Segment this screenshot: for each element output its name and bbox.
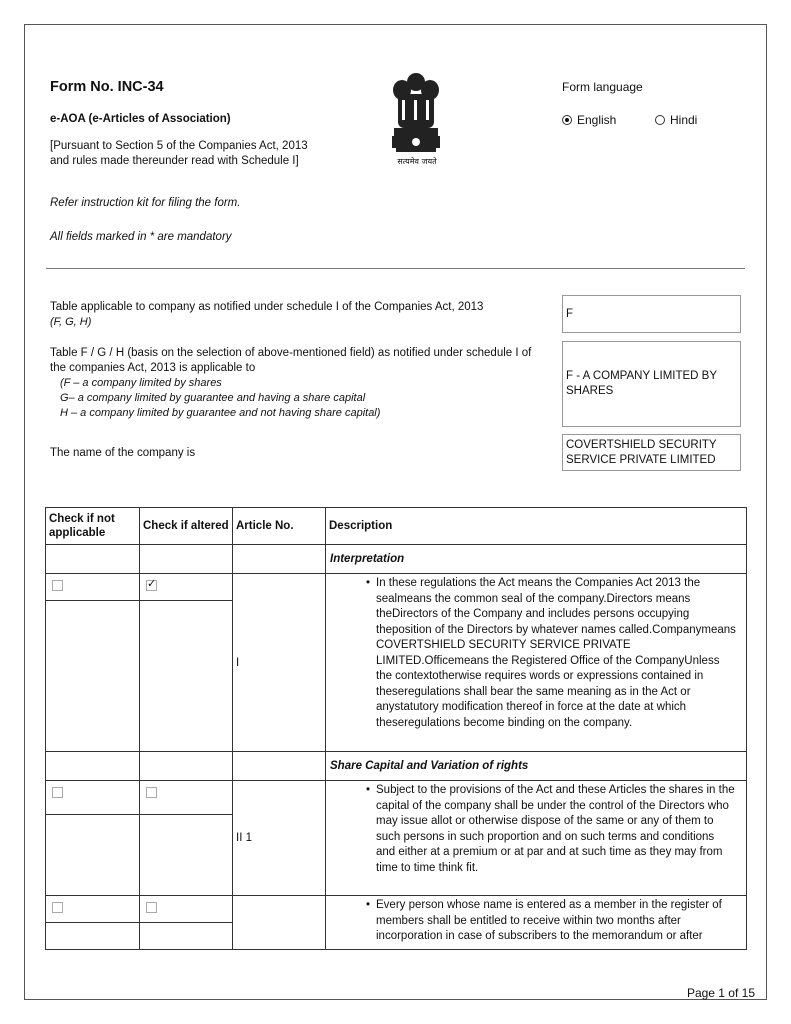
not-applicable-checkbox[interactable] [52,902,63,913]
instruction-note: Refer instruction kit for filing the form. [50,197,241,209]
table-applicable-label [50,300,550,330]
table-option-g: G– a company limited by guarantee and having a share capital [60,392,366,404]
header-article-no: Article No. [233,508,326,545]
altered-checkbox[interactable] [146,580,157,591]
table-option-h: H – a company limited by guarantee and not having share capital) [60,407,381,419]
section-row [46,545,747,574]
form-subtitle: e-AOA (e-Articles of Association) [50,113,231,125]
table-desc-line-1: Table F / G / H (basis on the selection of above-mentioned field) as notified under schedule I of [50,347,532,359]
table-description-label [50,346,560,421]
table-applicable-text: Table applicable to company as notified under schedule I of the Companies Act, 2013 [50,301,484,313]
emblem-motto: सत्यमेव जयते [397,157,437,166]
national-emblem-icon [388,70,444,165]
article-number: II 1 [233,781,326,896]
not-applicable-checkbox[interactable] [52,580,63,591]
bullet-icon: • [366,577,371,589]
table-header-row [46,508,747,545]
table-desc-line-2: the companies Act, 2013 is applicable to [50,362,256,374]
altered-checkbox[interactable] [146,902,157,913]
section-title-share-capital: Share Capital and Variation of rights [326,752,747,781]
table-row [46,896,747,950]
pursuant-line-2: and rules made thereunder read with Schedule I] [50,155,299,167]
header-not-applicable: Check if not applicable [46,508,140,545]
language-radio-hindi[interactable] [655,113,697,127]
radio-label-hindi: Hindi [670,113,698,127]
radio-unselected-icon[interactable] [655,115,665,125]
section-title-interpretation: Interpretation [326,545,747,574]
table-row [46,781,747,896]
form-language-label: Form language [562,80,643,94]
articles-table [45,507,747,950]
bullet-icon: • [366,784,371,796]
not-applicable-checkbox[interactable] [52,787,63,798]
mandatory-note: All fields marked in * are mandatory [50,231,232,243]
divider [46,268,745,269]
radio-label-english: English [577,113,617,127]
article-description: Subject to the provisions of the Act and these Articles the shares in the capital of the company shall be under the control of the Directors who may issue allot or otherwise dispose of the same or any of them to such persons in such proportion and on such terms and conditions and either at a premium or at par and at such time as they may from time to time think fit. [376,784,735,874]
table-applicable-field[interactable]: F [562,295,741,333]
article-number [233,896,326,950]
article-description: In these regulations the Act means the Companies Act 2013 the sealmeans the common seal of the company.Directors means theDirectors of the Company and includes persons occupying theposition of the Directors by whatever names called.Companymeans COVERTSHIELD SECURITY SERVICE PRIVATE LIMITED.Officemeans the Registered Office of the CompanyUnless the contextotherwise requires words or expressions contained in theseregulations shall bear the same meaning as in the Act or anystatutory modification thereof in force at the date at which theseregulations become binding on the company. [376,577,736,729]
article-description: Every person whose name is entered as a member in the register of members shall be entitled to receive within two months after incorporation in case of subscribers to the memorandum or after [376,899,722,942]
table-description-field[interactable]: F - A COMPANY LIMITED BY SHARES [562,341,741,427]
table-row [46,574,747,752]
section-row [46,752,747,781]
header-altered: Check if altered [140,508,233,545]
company-name-label: The name of the company is [50,447,196,459]
bullet-icon: • [366,899,371,911]
page-number: Page 1 of 15 [686,986,755,1000]
form-number: Form No. INC-34 [50,79,164,95]
table-option-f: (F – a company limited by shares [60,377,222,389]
company-name-field[interactable]: COVERTSHIELD SECURITY SERVICE PRIVATE LIMITED [562,434,741,471]
radio-selected-icon[interactable] [562,115,572,125]
pursuant-line-1: [Pursuant to Section 5 of the Companies Act, 2013 [50,140,308,152]
article-number: I [233,574,326,752]
pursuant-note [50,139,308,169]
language-radio-english[interactable] [562,113,616,127]
altered-checkbox[interactable] [146,787,157,798]
header-description: Description [326,508,747,545]
table-applicable-hint: (F, G, H) [50,316,92,328]
